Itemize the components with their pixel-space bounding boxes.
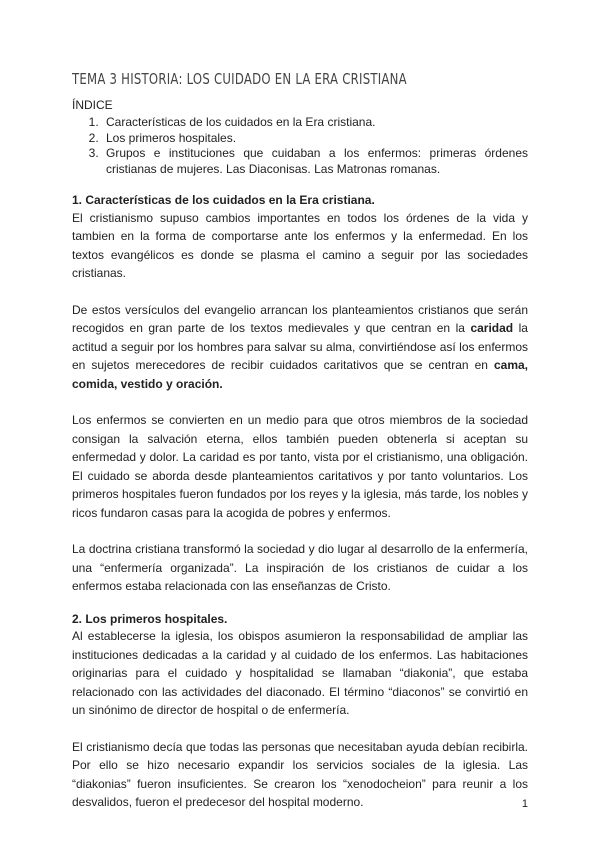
text-run: la actitud a seguir por los hombres para salvar su alma, convirtiéndose así los enfermos en sujetos merecedores de recibir cuidados caritativos que se centran en: [72, 321, 528, 372]
bold-text: caridad: [470, 321, 514, 335]
index-item: 1. Características de los cuidados en la Era cristiana.: [102, 115, 528, 131]
index-label: ÍNDICE: [72, 98, 113, 112]
page-number: 1: [521, 798, 528, 810]
section1-heading: 1. Características de los cuidados en la Era cristiana.: [72, 193, 375, 207]
index-list: [72, 115, 528, 177]
bold-text: cama, comida, vestido y oración.: [72, 358, 528, 391]
section2-heading: 2. Los primeros hospitales.: [72, 611, 228, 626]
document-page: [72, 70, 528, 830]
index-item: 3. Grupos e instituciones que cuidaban a los enfermos: primeras órdenes cristianas de mujeres. Las Diaconisas. Las Matronas romanas.: [102, 146, 528, 177]
index-item: 2. Los primeros hospitales.: [102, 131, 528, 147]
section1-paragraph: El cristianismo supuso cambios importantes en todos los órdenes de la vida y tambien en la forma de comportarse ante los enfermos y la enfermedad. En los textos evangélicos es donde se plasma el camino a seguir por las sociedades cristianas.: [72, 210, 528, 280]
text-run: De estos versículos del evangelio arrancan los planteamientos cristianos que serán recogidos en gran parte de los textos medievales y que centran en la: [72, 302, 528, 335]
document-title: TEMA 3 HISTORIA: LOS CUIDADO EN LA ERA CRISTIANA: [72, 70, 407, 88]
section2-paragraph: El cristianismo decía que todas las personas que necesitaban ayuda debían recibirla. Por ello se hizo necesario expandir los servicios sociales de la iglesia. Las “diakonias” fueron insuficientes. Se crearon los “xenodocheion” para reunir a los desvalidos, fueron el predecesor del hospital moderno.: [72, 739, 528, 809]
section1-paragraph: Los enfermos se convierten en un medio para que otros miembros de la sociedad consigan la salvación eterna, ellos también pueden obtenerla si aceptan su enfermedad y dolor. La caridad es por tanto, vista por el cristianismo, una obligación. El cuidado se aborda desde planteamientos caritativos y por tanto voluntarios. Los primeros hospitales fueron fundados por los reyes y la iglesia, más tarde, los nobles y ricos fundaron casas para la acogida de pobres y enfermos.: [72, 413, 528, 520]
section2-paragraph: Al establecerse la iglesia, los obispos asumieron la responsabilidad de ampliar las instituciones dedicadas a la caridad y al cuidado de los enfermos. Las habitaciones originarias para el cuidado y hospitalidad se llamaban “diakonia”, que estaba relacionado con las actividades del diaconado. El término “diaconos” se convirtió en un sinónimo de director de hospital o de enfermería.: [72, 629, 528, 717]
section1-paragraph: La doctrina cristiana transformó la sociedad y dio lugar al desarrollo de la enfermería, una “enfermería organizada”. La inspiración de los cristianos de cuidar a los enfermos estaba relacionada con las enseñanzas de Cristo.: [72, 542, 528, 593]
section1-paragraph: [72, 301, 528, 394]
